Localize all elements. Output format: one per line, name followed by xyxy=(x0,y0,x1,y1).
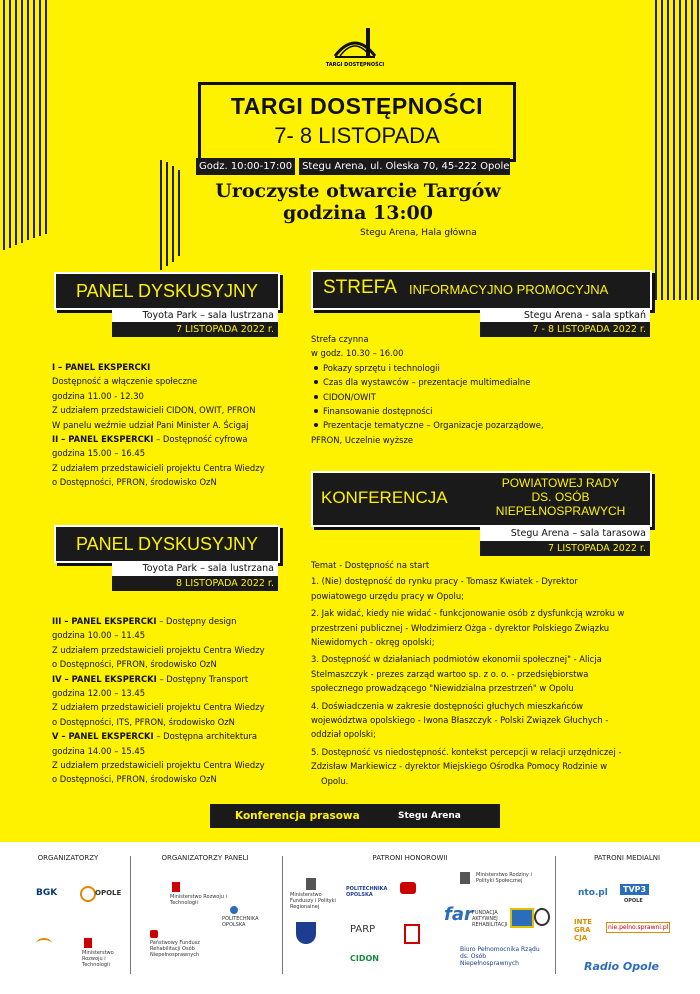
panel2-body xyxy=(52,614,302,787)
konf-line: województwa opolskiego - Iwona Błaszczyk - Polski Związek Głuchych - xyxy=(311,715,609,726)
panel1-body xyxy=(52,360,292,490)
radio-logo: Radio Opole xyxy=(584,960,659,973)
panel1-line: I – PANEL EKSPERCKI xyxy=(52,362,151,372)
tvp-logo: TVP3 xyxy=(620,884,649,895)
polo-logo: POLITECHNIKA OPOLSKA xyxy=(346,886,388,898)
eagle-icon xyxy=(172,882,180,892)
politechnika-logo: POLITECHNIKA OPOLSKA xyxy=(222,916,259,928)
panel1-line: Z udziałem przedstawicieli CIDON, OWIT, PFRON xyxy=(52,405,256,416)
panel2-heading: PANEL DYSKUSYJNY xyxy=(54,525,280,563)
konf-line: 3. Dostępność w działaniach podmiotów ekonomii społecznej" - Alicja xyxy=(311,654,602,665)
panel1-line: II – PANEL EKSPERCKI xyxy=(52,434,154,445)
panel1-place: Toyota Park – sala lustrzana xyxy=(112,308,278,323)
press-place: Stegu Arena xyxy=(398,811,461,821)
organizers-title: ORGANIZATORZY xyxy=(37,854,99,862)
konferencja-heading-b1: POWIATOWEJ RADY xyxy=(501,476,620,490)
panel1-date: 7 LISTOPADA 2022 r. xyxy=(112,322,278,337)
strefa-intro1: Strefa czynna xyxy=(311,334,369,344)
divider xyxy=(282,856,283,974)
panel2-line: III – PANEL EKSPERCKI xyxy=(52,616,157,626)
strefa-place: Stegu Arena - sala sptkań xyxy=(480,308,650,323)
pfron-icon xyxy=(150,930,158,938)
eagle-icon xyxy=(306,878,316,890)
panel1-line: godzina 11.00 - 12.30 xyxy=(52,390,144,401)
konferencja-place: Stegu Arena – sala tarasowa xyxy=(480,526,650,541)
wheelchair-icon xyxy=(534,908,550,926)
panel2-place: Toyota Park – sala lustrzana xyxy=(112,561,278,576)
opening-place: Stegu Arena, Hala główna xyxy=(360,228,477,238)
konf-line: powiatowego urzędu pracy w Opolu; xyxy=(311,590,464,601)
panel2-line: o Dostępności, ITS, PFRON, środowisko OzN xyxy=(52,716,235,727)
strefa-item: CIDON/OWIT xyxy=(323,390,611,404)
konf-line: oddział opolski; xyxy=(311,729,376,740)
nto-logo: nto.pl xyxy=(578,888,608,898)
konf-line: Opolu. xyxy=(321,775,349,786)
tvp-sub: OPOLE xyxy=(624,898,643,904)
strefa-tail: PFRON, Uczelnie wyższe xyxy=(311,434,414,445)
panel2-line: o Dostępności, PFRON, środowisko OzN xyxy=(52,774,217,785)
panel2-line: – Dostępna architektura xyxy=(156,731,258,742)
panel1-line: godzina 15.00 – 16.45 xyxy=(52,448,146,459)
press-conference-bar xyxy=(210,804,500,828)
sponsors-footer xyxy=(0,842,700,994)
pfron-logo: Państwowy Fundusz Rehabilitacji Osób Niepełnosprawnych xyxy=(150,940,200,958)
panel-organizers-title: ORGANIZATORZY PANELI xyxy=(161,854,249,862)
konferencja-date: 7 LISTOPADA 2022 r. xyxy=(480,541,650,556)
konf-line: Temat - Dostępność na start xyxy=(311,560,430,570)
konferencja-body xyxy=(311,558,656,788)
integracja-logo: INTE GRA CJA xyxy=(574,918,593,942)
divider xyxy=(130,856,131,974)
honorary-title: PATRONI HONOROWII xyxy=(372,854,448,862)
panel2-line: Z udziałem przedstawicieli projektu Centra Wiedzy xyxy=(52,644,265,655)
konferencja-heading-b3: NIEPEŁNOSPRAWYCH xyxy=(495,504,626,518)
konf-line: Stelmaszczyk - prezes zarząd wartoo sp. z o. o. - przedsiębiorstwa xyxy=(311,668,589,679)
mrips-logo: Ministerstwo Rodziny i Polityki Społecznej xyxy=(476,872,532,884)
konferencja-heading xyxy=(311,471,652,527)
event-logo xyxy=(325,22,385,72)
panel2-line: Z udziałem przedstawicieli projektu Centra Wiedzy xyxy=(52,760,265,771)
konferencja-heading-b2: DS. OSÓB xyxy=(531,490,590,504)
fundacja-logo: FUNDACJA AKTYWNEJ REHABILITACJI xyxy=(472,910,508,928)
hours-bar xyxy=(196,158,510,175)
panel2-line: godzina 10.00 – 11.45 xyxy=(52,630,146,641)
strefa-item: Czas dla wystawców – prezentacje multimedialne xyxy=(323,375,611,389)
panel1-line: o Dostępności, PFRON, środowisko OzN xyxy=(52,477,217,488)
panel2-line: godzina 12.00 – 13.45 xyxy=(52,688,146,699)
eagle-icon xyxy=(84,938,92,948)
media-title: PATRONI MEDIALNI xyxy=(593,854,661,862)
konf-line: 2. Jak widać, kiedy nie widać - funkcjonowanie osób z dysfunkcją wzroku w xyxy=(311,608,625,619)
panel2-line: – Dostępny design xyxy=(159,616,237,626)
opole-logo: OPOLE xyxy=(95,889,122,897)
konf-line: Zdzisław Markiewicz - dyrektor Miejskiego Ośrodka Pomocy Rodzinie w xyxy=(311,761,608,772)
panel1-line: Dostępność a włączenie społeczne xyxy=(52,376,198,387)
event-title: TARGI DOSTĘPNOŚCI xyxy=(230,93,484,119)
panel2-line: – Dostępny Transport xyxy=(159,673,249,684)
mrit2-logo: Ministerstwo Rozwoju i Technologii xyxy=(170,894,227,906)
opening-heading xyxy=(188,180,528,224)
konf-line: 4. Doświadczenia w zakresie dostępności głuchych mieszkańców xyxy=(311,700,584,711)
biuro-logo: Biuro Pełnomocnika Rządu ds. Osób Niepełnosprawnych xyxy=(460,946,540,967)
event-dates: 7- 8 LISTOPADA xyxy=(274,123,440,148)
hours-text: Godz. 10:00-17:00 xyxy=(199,161,293,172)
puzzle-icon xyxy=(510,908,534,928)
konf-line: przestrzeni publicznej - Włodzimierz Ożga - dyrektor Polskiego Związku xyxy=(311,622,610,633)
konf-line: 5. Dostępność vs niedostępność. kontekst percepcji w relacji urzędniczej - xyxy=(311,746,622,757)
venue-text: Stegu Arena, ul. Oleska 70, 45-222 Opole xyxy=(302,161,510,172)
konf-line: 1. (Nie) dostępność do rynku pracy - Tomasz Kwiatek - Dyrektor xyxy=(311,576,578,587)
panel1-line: Z udziałem przedstawicieli projektu Centra Wiedzy xyxy=(52,462,265,473)
crest-icon xyxy=(296,922,316,944)
strefa-item: Finansowanie dostępności xyxy=(323,404,611,418)
press-label: Konferencja prasowa xyxy=(235,810,360,822)
panel2-line: godzina 14.00 – 15.45 xyxy=(52,745,146,756)
eagle-icon xyxy=(460,872,470,884)
flame-icon xyxy=(400,882,416,894)
panel2-date: 8 LISTOPADA 2022 r. xyxy=(112,576,278,591)
strefa-body xyxy=(311,332,611,447)
parp-logo: PARP xyxy=(350,924,376,935)
panel2-line: IV – PANEL EKSPERCKI xyxy=(52,673,157,684)
mrit-logo: Ministerstwo Rozwoju i Technologii xyxy=(82,950,114,968)
panel2-line: o Dostępności, PFRON, środowisko OzN xyxy=(52,659,217,670)
title-box xyxy=(198,82,516,162)
curve-logo-icon xyxy=(36,938,52,950)
konferencja-heading-a: KONFERENCJA xyxy=(321,488,448,507)
niepelno-logo: nie.pelno.sprawni.pl xyxy=(608,924,669,931)
panel2-line: Z udziałem przedstawicieli projektu Centra Wiedzy xyxy=(52,702,265,713)
konf-line: społecznego prowadzącego "Niewidzialna przestrzeń" w Opolu xyxy=(311,683,574,694)
konferencja-heading-b xyxy=(473,476,648,518)
opening-line1: Uroczyste otwarcie Targów xyxy=(215,180,501,202)
strefa-heading-b: INFORMACYJNO PROMOCYJNA xyxy=(409,282,609,297)
strefa-heading xyxy=(311,270,652,310)
politechnika-icon xyxy=(230,906,238,914)
panel1-heading: PANEL DYSKUSYJNY xyxy=(54,272,280,310)
opole-logo-icon xyxy=(80,886,96,902)
strefa-date: 7 - 8 LISTOPADA 2022 r. xyxy=(480,322,650,337)
strefa-heading-a: STREFA xyxy=(323,277,397,298)
logo-text: TARGI DOSTĘPNOŚCI xyxy=(325,62,385,68)
strefa-item: Pokazy sprzętu i technologii xyxy=(323,361,611,375)
far-logo: far xyxy=(444,904,473,925)
panel1-line: – Dostępność cyfrowa xyxy=(156,434,248,445)
symbol-icon xyxy=(404,924,420,944)
panel2-line: V – PANEL EKSPERCKI xyxy=(52,731,154,742)
strefa-list xyxy=(311,361,611,433)
opening-line2: godzina 13:00 xyxy=(283,202,433,224)
mfipr-logo: Ministerstwo Funduszy i Polityki Regionalnej xyxy=(290,892,336,910)
strefa-intro2: w godz. 10.30 – 16.00 xyxy=(311,348,404,359)
strefa-item: Prezentacje tematyczne – Organizacje pozarządowe, xyxy=(323,418,611,432)
divider xyxy=(555,856,556,974)
konf-line: Niewidomych - okręg opolski; xyxy=(311,637,435,648)
panel1-line: W panelu weźmie udział Pani Minister A. Ścigaj xyxy=(52,419,249,430)
bgk-logo: BGK xyxy=(36,888,58,898)
cidon-logo: CIDON xyxy=(350,954,379,963)
